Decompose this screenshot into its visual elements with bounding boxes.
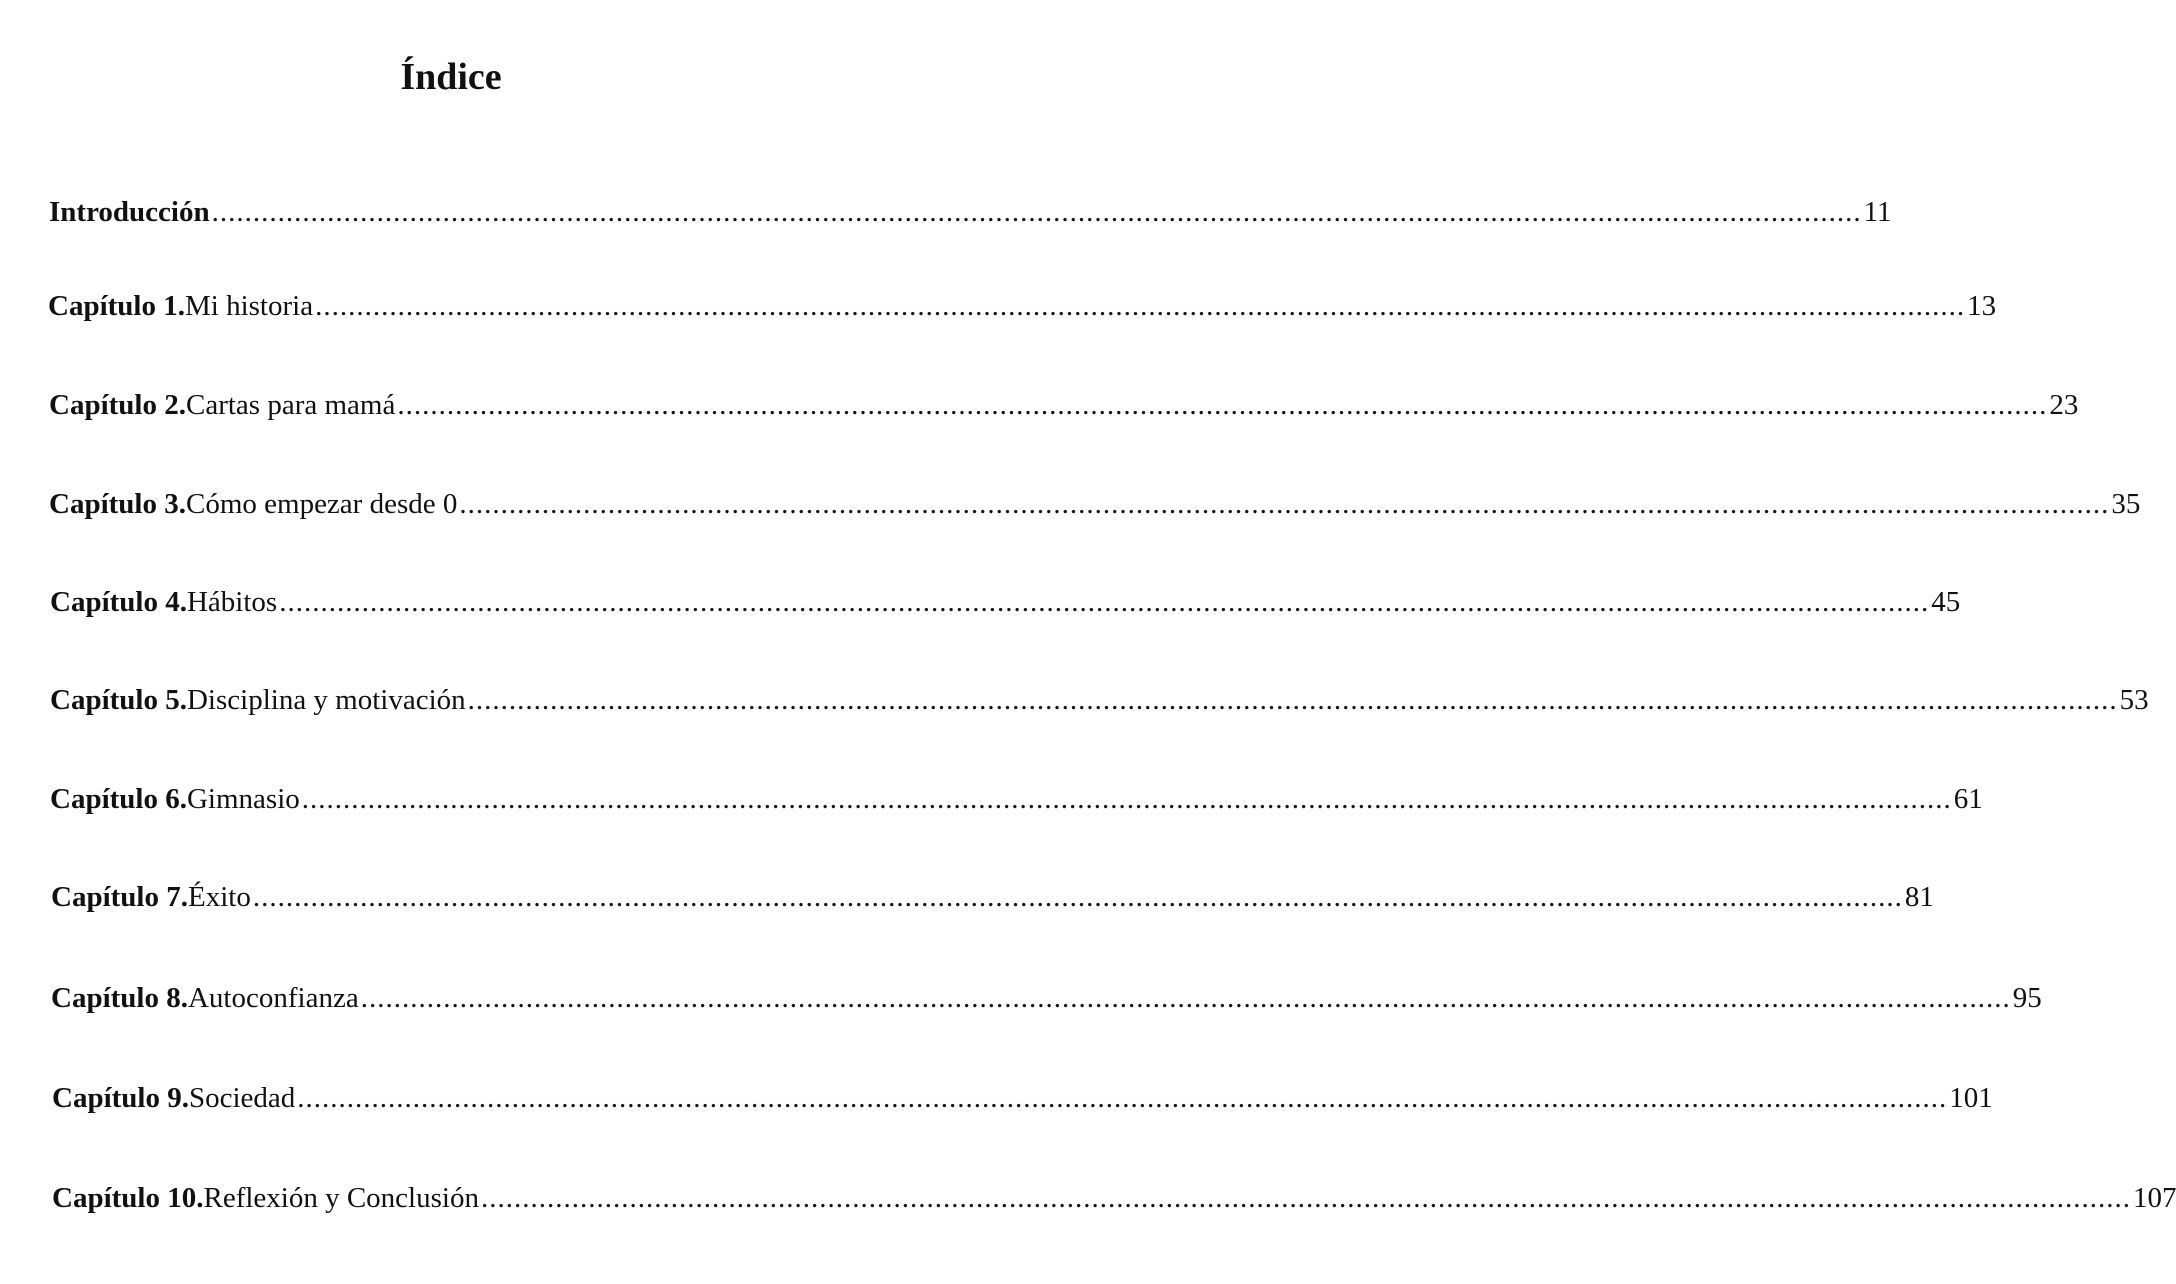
entry-label: Capítulo 5.: [50, 684, 187, 716]
entry-page-number: 53: [2119, 684, 2149, 716]
entry-page-number: 81: [1904, 881, 1934, 913]
toc-entry-chapter-9[interactable]: [52, 1078, 1993, 1118]
entry-title: Gimnasio: [186, 783, 300, 815]
dot-leader: ........................................................................................................................................................................................................: [315, 290, 1966, 322]
entry-page-number: 23: [2049, 389, 2079, 421]
dot-leader: ........................................................................................................................................................................................................: [211, 196, 1862, 228]
entry-page-number: 13: [1967, 290, 1997, 322]
entry-label: Introducción: [49, 196, 210, 228]
entry-title: Sociedad: [188, 1082, 296, 1114]
entry-title: Cartas para mamá: [185, 389, 396, 421]
entry-title: Mi historia: [184, 290, 314, 322]
entry-page-number: 61: [1953, 783, 1983, 815]
entry-title: Disciplina y motivación: [186, 684, 466, 716]
entry-title: Hábitos: [186, 586, 278, 618]
entry-page-number: 95: [2012, 982, 2042, 1014]
dot-leader: ........................................................................................................................................................................................................: [467, 684, 2118, 716]
toc-entry-chapter-10[interactable]: [52, 1178, 2176, 1218]
dot-leader: ........................................................................................................................................................................................................: [279, 586, 1930, 618]
entry-label: Capítulo 1.: [48, 290, 185, 322]
entry-page-number: 101: [1949, 1082, 1993, 1114]
toc-entry-chapter-3[interactable]: [49, 484, 2141, 524]
entry-label: Capítulo 7.: [51, 881, 188, 913]
toc-entry-chapter-4[interactable]: [50, 582, 1961, 622]
entry-title: Autoconfianza: [187, 982, 359, 1014]
dot-leader: ........................................................................................................................................................................................................: [480, 1182, 2131, 1214]
dot-leader: ........................................................................................................................................................................................................: [459, 488, 2110, 520]
entry-label: Capítulo 10.: [52, 1182, 204, 1214]
dot-leader: ........................................................................................................................................................................................................: [252, 881, 1903, 913]
entry-page-number: 45: [1931, 586, 1961, 618]
dot-leader: ........................................................................................................................................................................................................: [301, 783, 1952, 815]
toc-entry-introduction[interactable]: [49, 192, 1892, 232]
toc-entry-chapter-7[interactable]: [51, 877, 1934, 917]
dot-leader: ........................................................................................................................................................................................................: [360, 982, 2011, 1014]
entry-page-number: 107: [2132, 1182, 2176, 1214]
entry-title: Cómo empezar desde 0: [185, 488, 458, 520]
entry-label: Capítulo 6.: [50, 783, 187, 815]
entry-title: Reflexión y Conclusión: [203, 1182, 479, 1214]
entry-page-number: 35: [2111, 488, 2141, 520]
entry-label: Capítulo 8.: [51, 982, 188, 1014]
entry-label: Capítulo 4.: [50, 586, 187, 618]
entry-label: Capítulo 9.: [52, 1082, 189, 1114]
toc-entry-chapter-8[interactable]: [51, 978, 2042, 1018]
toc-entry-chapter-5[interactable]: [50, 680, 2149, 720]
dot-leader: ........................................................................................................................................................................................................: [397, 389, 2048, 421]
page-title: Índice: [400, 56, 502, 98]
entry-label: Capítulo 2.: [49, 389, 186, 421]
toc-entry-chapter-6[interactable]: [50, 779, 1983, 819]
entry-page-number: 11: [1863, 196, 1892, 228]
entry-title: Éxito: [187, 881, 251, 913]
toc-entry-chapter-2[interactable]: [49, 385, 2079, 425]
toc-entry-chapter-1[interactable]: [48, 286, 1997, 326]
entry-label: Capítulo 3.: [49, 488, 186, 520]
dot-leader: ........................................................................................................................................................................................................: [297, 1082, 1948, 1114]
